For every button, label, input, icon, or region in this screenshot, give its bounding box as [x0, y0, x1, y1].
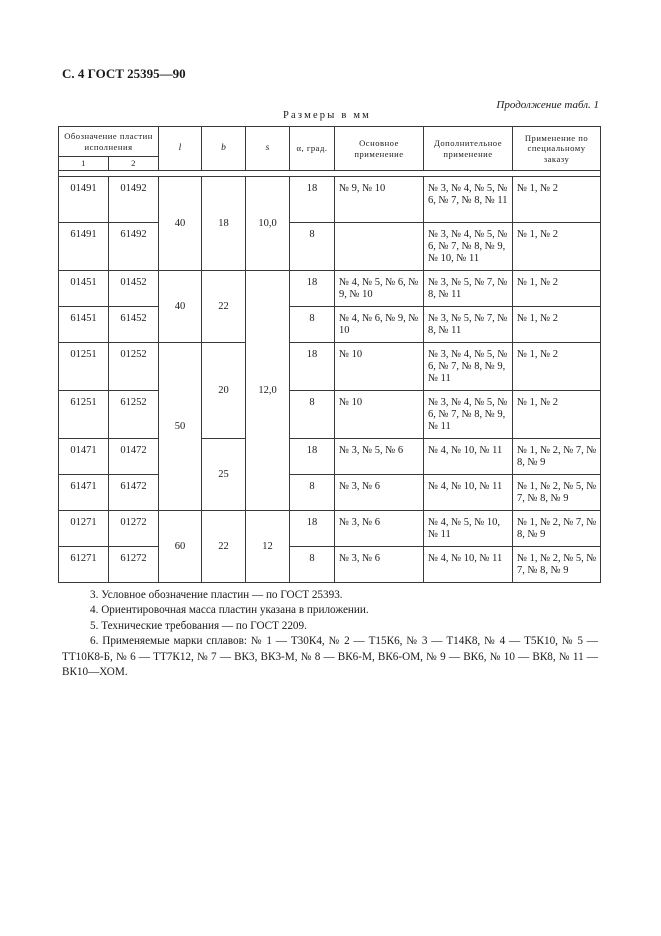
code-2: 61452	[109, 307, 159, 343]
special-use-cell: № 1, № 2	[513, 343, 601, 391]
note-6: 6. Применяемые марки сплавов: № 1 — Т30К4, № 2 — Т15К6, № 3 — Т14К8, № 4 — Т5К10, № 5 — ТТ10К8-Б, № 6 — ТТ7К12, № 7 — ВК3, ВК3-М, № 8 — ВК6-М, ВК6-ОМ, № 9 — ВК6, № 10 — ВК8, № 11 — ВК10—ХОМ.	[62, 635, 598, 679]
main-use-cell: № 3, № 5, № 6	[335, 439, 424, 475]
extra-use-cell: № 3, № 5, № 7, № 8, № 11	[424, 271, 513, 307]
alpha-value: 18	[290, 511, 335, 547]
special-use-header: Применение по специальному заказу	[513, 127, 601, 171]
l-header: l	[159, 127, 202, 171]
special-use-cell: № 1, № 2, № 7, № 8, № 9	[513, 439, 601, 475]
special-use-cell: № 1, № 2, № 5, № 7, № 8, № 9	[513, 475, 601, 511]
alpha-value: 8	[290, 223, 335, 271]
main-use-header: Основное применение	[335, 127, 424, 171]
note-5: 5. Технические требования — по ГОСТ 2209.	[90, 619, 307, 632]
code-1: 61451	[59, 307, 109, 343]
s-value: 10,0	[246, 177, 290, 271]
page-header: С. 4 ГОСТ 25395—90	[62, 66, 186, 81]
special-use-cell: № 1, № 2, № 5, № 7, № 8, № 9	[513, 547, 601, 583]
plates-table	[58, 126, 601, 583]
alpha-value: 18	[290, 343, 335, 391]
s-value: 12	[246, 511, 290, 583]
table-continuation-label: Продолжение табл. 1	[496, 99, 599, 111]
alpha-value: 18	[290, 271, 335, 307]
main-use-cell	[335, 223, 424, 271]
code-1: 01251	[59, 343, 109, 391]
code-2: 01252	[109, 343, 159, 391]
b-value: 20	[202, 343, 246, 439]
alpha-header: α, град.	[290, 127, 335, 171]
extra-use-cell: № 4, № 10, № 11	[424, 475, 513, 511]
code-2: 01492	[109, 177, 159, 223]
s-value: 12,0	[246, 271, 290, 511]
b-header: b	[202, 127, 246, 171]
extra-use-cell: № 3, № 4, № 5, № 6, № 7, № 8, № 9, № 11	[424, 391, 513, 439]
alpha-value: 18	[290, 177, 335, 223]
b-value: 18	[202, 177, 246, 271]
code-1: 01471	[59, 439, 109, 475]
main-use-cell: № 10	[335, 343, 424, 391]
alpha-value: 8	[290, 391, 335, 439]
main-use-cell: № 3, № 6	[335, 547, 424, 583]
alpha-value: 8	[290, 307, 335, 343]
code-1: 61271	[59, 547, 109, 583]
extra-use-cell: № 4, № 10, № 11	[424, 547, 513, 583]
l-value: 60	[159, 511, 202, 583]
special-use-cell: № 1, № 2	[513, 307, 601, 343]
main-use-cell: № 9, № 10	[335, 177, 424, 223]
extra-use-cell: № 4, № 10, № 11	[424, 439, 513, 475]
code-1: 61251	[59, 391, 109, 439]
b-value: 25	[202, 439, 246, 511]
main-use-cell: № 3, № 6	[335, 475, 424, 511]
special-use-cell: № 1, № 2	[513, 391, 601, 439]
code-1: 01491	[59, 177, 109, 223]
units-label: Размеры в мм	[283, 110, 372, 121]
main-use-cell: № 4, № 5, № 6, № 9, № 10	[335, 271, 424, 307]
code-2: 01272	[109, 511, 159, 547]
l-value: 40	[159, 177, 202, 271]
code-1: 61471	[59, 475, 109, 511]
s-header: s	[246, 127, 290, 171]
alpha-value: 8	[290, 547, 335, 583]
b-value: 22	[202, 511, 246, 583]
b-value: 22	[202, 271, 246, 343]
special-use-cell: № 1, № 2	[513, 271, 601, 307]
code-2: 01472	[109, 439, 159, 475]
code-1: 61491	[59, 223, 109, 271]
notes	[62, 588, 598, 680]
exec2-header: 2	[109, 157, 159, 171]
note-3: 3. Условное обозначение пластин — по ГОСТ 25393.	[90, 589, 343, 601]
special-use-cell: № 1, № 2	[513, 177, 601, 223]
extra-use-cell: № 3, № 4, № 5, № 6, № 7, № 8, № 9, № 10, № 11	[424, 223, 513, 271]
code-1: 01451	[59, 271, 109, 307]
main-use-cell: № 3, № 6	[335, 511, 424, 547]
special-use-cell: № 1, № 2	[513, 223, 601, 271]
extra-use-header: Дополнительное применение	[424, 127, 513, 171]
code-2: 01452	[109, 271, 159, 307]
main-use-cell: № 4, № 6, № 9, № 10	[335, 307, 424, 343]
code-2: 61272	[109, 547, 159, 583]
note-4: 4. Ориентировочная масса пластин указана в приложении.	[90, 604, 369, 617]
extra-use-cell: № 3, № 4, № 5, № 6, № 7, № 8, № 9, № 11	[424, 343, 513, 391]
extra-use-cell: № 3, № 4, № 5, № 6, № 7, № 8, № 11	[424, 177, 513, 223]
alpha-value: 8	[290, 475, 335, 511]
code-2: 61252	[109, 391, 159, 439]
code-2: 61492	[109, 223, 159, 271]
alpha-value: 18	[290, 439, 335, 475]
special-use-cell: № 1, № 2, № 7, № 8, № 9	[513, 511, 601, 547]
l-value: 40	[159, 271, 202, 343]
exec1-header: 1	[59, 157, 109, 171]
designation-header: Обозначение пластин исполнения	[59, 127, 159, 157]
extra-use-cell: № 3, № 5, № 7, № 8, № 11	[424, 307, 513, 343]
code-1: 01271	[59, 511, 109, 547]
main-use-cell: № 10	[335, 391, 424, 439]
l-value: 50	[159, 343, 202, 511]
code-2: 61472	[109, 475, 159, 511]
extra-use-cell: № 4, № 5, № 10, № 11	[424, 511, 513, 547]
